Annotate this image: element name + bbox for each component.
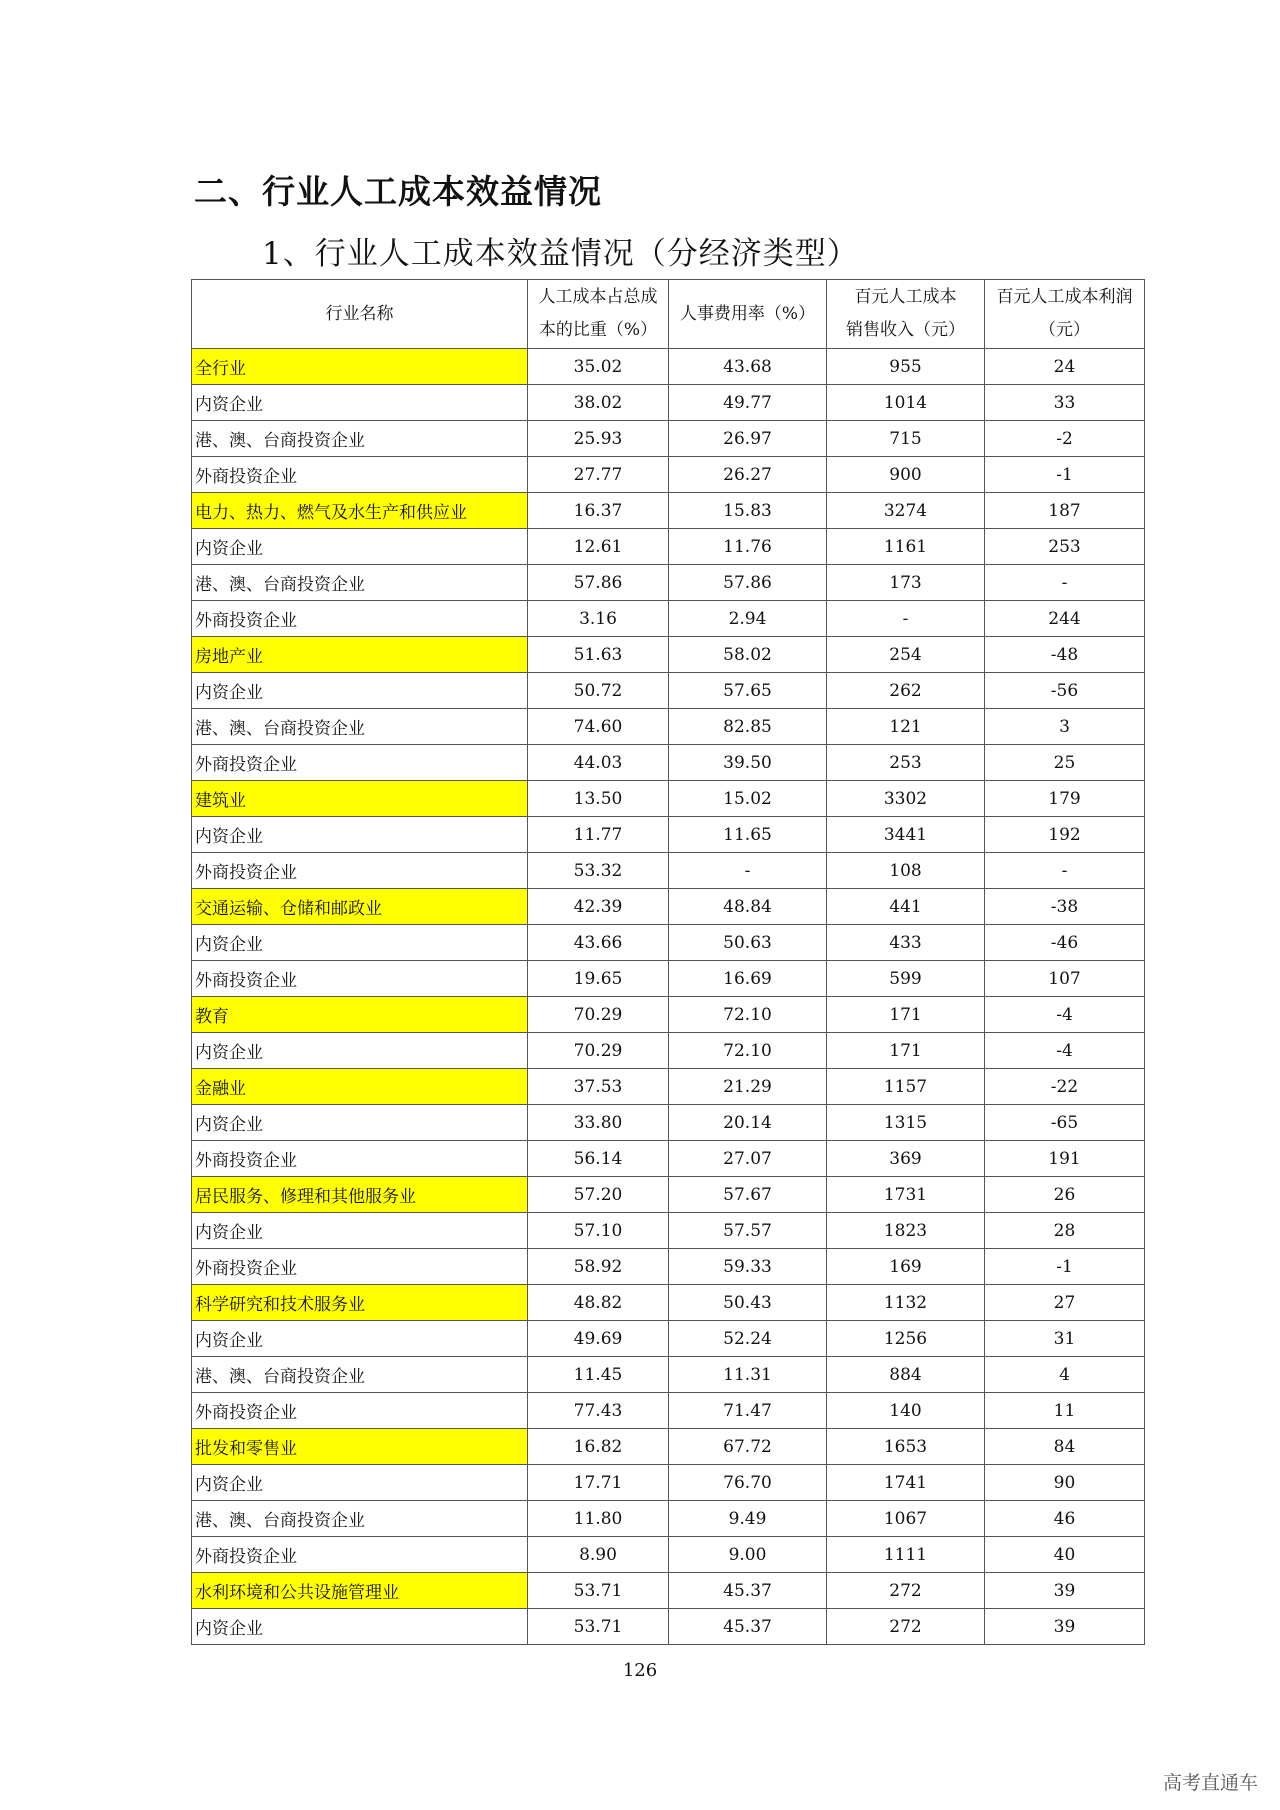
- industry-row: [192, 997, 1145, 1033]
- personnel-rate-cell: 15.02: [669, 781, 827, 817]
- cost-share-cell: 35.02: [528, 349, 669, 385]
- personnel-rate-cell: 26.27: [669, 457, 827, 493]
- sales-per-100-cell: 272: [827, 1573, 985, 1609]
- cost-share-cell: 37.53: [528, 1069, 669, 1105]
- sub-row: [192, 1033, 1145, 1069]
- personnel-rate-cell: 72.10: [669, 997, 827, 1033]
- header-line: （元）: [1039, 320, 1090, 340]
- profit-per-100-cell: -56: [985, 673, 1145, 709]
- personnel-rate-cell: 26.97: [669, 421, 827, 457]
- industry-name-cell: 港、澳、台商投资企业: [192, 709, 528, 745]
- sub-row: [192, 1537, 1145, 1573]
- profit-per-100-cell: 31: [985, 1321, 1145, 1357]
- industry-name-cell: 内资企业: [192, 1465, 528, 1501]
- profit-per-100-cell: 33: [985, 385, 1145, 421]
- header-line: 销售收入（元）: [846, 320, 965, 340]
- industry-name-cell: 建筑业: [192, 781, 528, 817]
- personnel-rate-cell: 72.10: [669, 1033, 827, 1069]
- profit-per-100-cell: 24: [985, 349, 1145, 385]
- personnel-rate-cell: 15.83: [669, 493, 827, 529]
- profit-per-100-cell: 39: [985, 1609, 1145, 1645]
- cost-share-cell: 51.63: [528, 637, 669, 673]
- cost-share-cell: 11.80: [528, 1501, 669, 1537]
- profit-per-100-cell: -: [985, 853, 1145, 889]
- personnel-rate-cell: 27.07: [669, 1141, 827, 1177]
- sub-row: [192, 1213, 1145, 1249]
- sales-per-100-cell: 599: [827, 961, 985, 997]
- cost-share-cell: 53.71: [528, 1609, 669, 1645]
- header-profit-per-100: [985, 280, 1145, 349]
- sub-row: [192, 421, 1145, 457]
- sales-per-100-cell: 1653: [827, 1429, 985, 1465]
- sub-row: [192, 925, 1145, 961]
- sub-row: [192, 817, 1145, 853]
- sales-per-100-cell: 1014: [827, 385, 985, 421]
- section-heading: 二、行业人工成本效益情况: [194, 172, 602, 211]
- industry-name-cell: 内资企业: [192, 385, 528, 421]
- industry-row: [192, 781, 1145, 817]
- personnel-rate-cell: 67.72: [669, 1429, 827, 1465]
- profit-per-100-cell: 11: [985, 1393, 1145, 1429]
- industry-name-cell: 内资企业: [192, 1321, 528, 1357]
- profit-per-100-cell: 244: [985, 601, 1145, 637]
- profit-per-100-cell: 192: [985, 817, 1145, 853]
- personnel-rate-cell: 9.49: [669, 1501, 827, 1537]
- industry-name-cell: 内资企业: [192, 673, 528, 709]
- table-header-row: [192, 280, 1145, 349]
- cost-share-cell: 48.82: [528, 1285, 669, 1321]
- sub-row: [192, 1357, 1145, 1393]
- industry-name-cell: 外商投资企业: [192, 457, 528, 493]
- header-line: 人事费用率（%）: [679, 303, 816, 324]
- sales-per-100-cell: 272: [827, 1609, 985, 1645]
- cost-share-cell: 16.82: [528, 1429, 669, 1465]
- cost-share-cell: 25.93: [528, 421, 669, 457]
- profit-per-100-cell: 3: [985, 709, 1145, 745]
- sales-per-100-cell: 121: [827, 709, 985, 745]
- industry-name-cell: 教育: [192, 997, 528, 1033]
- cost-share-cell: 49.69: [528, 1321, 669, 1357]
- header-line: 本的比重（%）: [538, 320, 658, 340]
- sales-per-100-cell: 3441: [827, 817, 985, 853]
- cost-share-cell: 38.02: [528, 385, 669, 421]
- sales-per-100-cell: -: [827, 601, 985, 637]
- industry-row: [192, 889, 1145, 925]
- industry-name-cell: 港、澳、台商投资企业: [192, 1357, 528, 1393]
- profit-per-100-cell: 25: [985, 745, 1145, 781]
- industry-name-cell: 港、澳、台商投资企业: [192, 1501, 528, 1537]
- profit-per-100-cell: 90: [985, 1465, 1145, 1501]
- industry-name-cell: 内资企业: [192, 1033, 528, 1069]
- sales-per-100-cell: 900: [827, 457, 985, 493]
- profit-per-100-cell: 191: [985, 1141, 1145, 1177]
- industry-name-cell: 房地产业: [192, 637, 528, 673]
- personnel-rate-cell: 76.70: [669, 1465, 827, 1501]
- cost-share-cell: 16.37: [528, 493, 669, 529]
- sales-per-100-cell: 171: [827, 1033, 985, 1069]
- industry-name-cell: 水利环境和公共设施管理业: [192, 1573, 528, 1609]
- header-industry-name: [192, 280, 528, 349]
- profit-per-100-cell: 27: [985, 1285, 1145, 1321]
- industry-name-cell: 居民服务、修理和其他服务业: [192, 1177, 528, 1213]
- sales-per-100-cell: 369: [827, 1141, 985, 1177]
- industry-name-cell: 内资企业: [192, 529, 528, 565]
- personnel-rate-cell: 11.31: [669, 1357, 827, 1393]
- sales-per-100-cell: 140: [827, 1393, 985, 1429]
- industry-row: [192, 1177, 1145, 1213]
- cost-share-cell: 77.43: [528, 1393, 669, 1429]
- industry-name-cell: 外商投资企业: [192, 601, 528, 637]
- industry-row: [192, 637, 1145, 673]
- table-body: [192, 349, 1145, 1645]
- cost-share-cell: 57.20: [528, 1177, 669, 1213]
- personnel-rate-cell: 50.43: [669, 1285, 827, 1321]
- industry-name-cell: 外商投资企业: [192, 1393, 528, 1429]
- profit-per-100-cell: 46: [985, 1501, 1145, 1537]
- sub-row: [192, 1609, 1145, 1645]
- industry-name-cell: 港、澳、台商投资企业: [192, 421, 528, 457]
- cost-share-cell: 70.29: [528, 997, 669, 1033]
- sales-per-100-cell: 1315: [827, 1105, 985, 1141]
- sales-per-100-cell: 715: [827, 421, 985, 457]
- cost-share-cell: 44.03: [528, 745, 669, 781]
- header-line: 行业名称: [325, 303, 394, 324]
- sales-per-100-cell: 3274: [827, 493, 985, 529]
- personnel-rate-cell: 11.65: [669, 817, 827, 853]
- header-line: 百元人工成本: [854, 287, 957, 307]
- profit-per-100-cell: 4: [985, 1357, 1145, 1393]
- industry-name-cell: 外商投资企业: [192, 853, 528, 889]
- cost-share-cell: 53.71: [528, 1573, 669, 1609]
- industry-name-cell: 外商投资企业: [192, 1141, 528, 1177]
- cost-share-cell: 19.65: [528, 961, 669, 997]
- industry-name-cell: 内资企业: [192, 925, 528, 961]
- table-title: 1、行业人工成本效益情况（分经济类型）: [262, 236, 859, 272]
- industry-name-cell: 内资企业: [192, 1213, 528, 1249]
- sub-row: [192, 1141, 1145, 1177]
- sub-row: [192, 457, 1145, 493]
- profit-per-100-cell: -65: [985, 1105, 1145, 1141]
- profit-per-100-cell: -4: [985, 997, 1145, 1033]
- sub-row: [192, 1249, 1145, 1285]
- sales-per-100-cell: 3302: [827, 781, 985, 817]
- sales-per-100-cell: 433: [827, 925, 985, 961]
- industry-name-cell: 内资企业: [192, 817, 528, 853]
- cost-share-cell: 70.29: [528, 1033, 669, 1069]
- profit-per-100-cell: -48: [985, 637, 1145, 673]
- industry-name-cell: 交通运输、仓储和邮政业: [192, 889, 528, 925]
- cost-share-cell: 74.60: [528, 709, 669, 745]
- industry-name-cell: 外商投资企业: [192, 961, 528, 997]
- profit-per-100-cell: -: [985, 565, 1145, 601]
- header-personnel-rate: [669, 280, 827, 349]
- personnel-rate-cell: 21.29: [669, 1069, 827, 1105]
- profit-per-100-cell: 107: [985, 961, 1145, 997]
- cost-share-cell: 3.16: [528, 601, 669, 637]
- profit-per-100-cell: 84: [985, 1429, 1145, 1465]
- personnel-rate-cell: -: [669, 853, 827, 889]
- profit-per-100-cell: -4: [985, 1033, 1145, 1069]
- cost-share-cell: 33.80: [528, 1105, 669, 1141]
- personnel-rate-cell: 57.67: [669, 1177, 827, 1213]
- cost-share-cell: 56.14: [528, 1141, 669, 1177]
- sales-per-100-cell: 1161: [827, 529, 985, 565]
- industry-name-cell: 批发和零售业: [192, 1429, 528, 1465]
- header-sales-per-100: [827, 280, 985, 349]
- profit-per-100-cell: -22: [985, 1069, 1145, 1105]
- profit-per-100-cell: 253: [985, 529, 1145, 565]
- sub-row: [192, 709, 1145, 745]
- industry-name-cell: 内资企业: [192, 1609, 528, 1645]
- sales-per-100-cell: 254: [827, 637, 985, 673]
- header-line: 人工成本占总成: [538, 287, 658, 307]
- personnel-rate-cell: 58.02: [669, 637, 827, 673]
- industry-row: [192, 1573, 1145, 1609]
- cost-share-cell: 12.61: [528, 529, 669, 565]
- personnel-rate-cell: 59.33: [669, 1249, 827, 1285]
- industry-name-cell: 电力、热力、燃气及水生产和供应业: [192, 493, 528, 529]
- industry-name-cell: 外商投资企业: [192, 1249, 528, 1285]
- cost-share-cell: 43.66: [528, 925, 669, 961]
- cost-share-cell: 58.92: [528, 1249, 669, 1285]
- sales-per-100-cell: 1741: [827, 1465, 985, 1501]
- profit-per-100-cell: -38: [985, 889, 1145, 925]
- personnel-rate-cell: 9.00: [669, 1537, 827, 1573]
- sales-per-100-cell: 173: [827, 565, 985, 601]
- personnel-rate-cell: 2.94: [669, 601, 827, 637]
- industry-name-cell: 外商投资企业: [192, 1537, 528, 1573]
- sales-per-100-cell: 1067: [827, 1501, 985, 1537]
- sales-per-100-cell: 169: [827, 1249, 985, 1285]
- personnel-rate-cell: 20.14: [669, 1105, 827, 1141]
- cost-share-cell: 17.71: [528, 1465, 669, 1501]
- sales-per-100-cell: 955: [827, 349, 985, 385]
- personnel-rate-cell: 52.24: [669, 1321, 827, 1357]
- industry-row: [192, 1069, 1145, 1105]
- sales-per-100-cell: 1157: [827, 1069, 985, 1105]
- cost-share-cell: 57.10: [528, 1213, 669, 1249]
- personnel-rate-cell: 50.63: [669, 925, 827, 961]
- personnel-rate-cell: 71.47: [669, 1393, 827, 1429]
- sub-row: [192, 601, 1145, 637]
- profit-per-100-cell: 39: [985, 1573, 1145, 1609]
- personnel-rate-cell: 43.68: [669, 349, 827, 385]
- personnel-rate-cell: 57.65: [669, 673, 827, 709]
- watermark-logo: 高考直通车: [1162, 1772, 1258, 1794]
- sales-per-100-cell: 441: [827, 889, 985, 925]
- personnel-rate-cell: 82.85: [669, 709, 827, 745]
- cost-share-cell: 50.72: [528, 673, 669, 709]
- personnel-rate-cell: 39.50: [669, 745, 827, 781]
- sales-per-100-cell: 1823: [827, 1213, 985, 1249]
- sub-row: [192, 1393, 1145, 1429]
- profit-per-100-cell: -1: [985, 1249, 1145, 1285]
- cost-share-cell: 11.45: [528, 1357, 669, 1393]
- sales-per-100-cell: 1132: [827, 1285, 985, 1321]
- sub-row: [192, 1465, 1145, 1501]
- industry-name-cell: 港、澳、台商投资企业: [192, 565, 528, 601]
- sub-row: [192, 1105, 1145, 1141]
- personnel-rate-cell: 45.37: [669, 1573, 827, 1609]
- cost-share-cell: 11.77: [528, 817, 669, 853]
- sub-row: [192, 565, 1145, 601]
- cost-share-cell: 27.77: [528, 457, 669, 493]
- personnel-rate-cell: 11.76: [669, 529, 827, 565]
- industry-name-cell: 内资企业: [192, 1105, 528, 1141]
- cost-share-cell: 8.90: [528, 1537, 669, 1573]
- header-line: 百元人工成本利润: [996, 287, 1133, 307]
- profit-per-100-cell: 26: [985, 1177, 1145, 1213]
- sales-per-100-cell: 1111: [827, 1537, 985, 1573]
- industry-row: [192, 1285, 1145, 1321]
- personnel-rate-cell: 45.37: [669, 1609, 827, 1645]
- sub-row: [192, 529, 1145, 565]
- sub-row: [192, 1501, 1145, 1537]
- sub-row: [192, 1321, 1145, 1357]
- industry-row: [192, 493, 1145, 529]
- personnel-rate-cell: 57.57: [669, 1213, 827, 1249]
- profit-per-100-cell: 40: [985, 1537, 1145, 1573]
- cost-share-cell: 13.50: [528, 781, 669, 817]
- sales-per-100-cell: 253: [827, 745, 985, 781]
- industry-row: [192, 1429, 1145, 1465]
- personnel-rate-cell: 48.84: [669, 889, 827, 925]
- cost-share-cell: 57.86: [528, 565, 669, 601]
- profit-per-100-cell: -2: [985, 421, 1145, 457]
- sales-per-100-cell: 171: [827, 997, 985, 1033]
- labor-cost-table: [191, 279, 1145, 1645]
- profit-per-100-cell: 179: [985, 781, 1145, 817]
- page-number: 126: [622, 1660, 658, 1681]
- cost-share-cell: 42.39: [528, 889, 669, 925]
- industry-name-cell: 金融业: [192, 1069, 528, 1105]
- industry-row: [192, 349, 1145, 385]
- personnel-rate-cell: 49.77: [669, 385, 827, 421]
- profit-per-100-cell: -46: [985, 925, 1145, 961]
- industry-name-cell: 外商投资企业: [192, 745, 528, 781]
- sales-per-100-cell: 884: [827, 1357, 985, 1393]
- profit-per-100-cell: -1: [985, 457, 1145, 493]
- sub-row: [192, 961, 1145, 997]
- sub-row: [192, 745, 1145, 781]
- personnel-rate-cell: 16.69: [669, 961, 827, 997]
- profit-per-100-cell: 187: [985, 493, 1145, 529]
- sales-per-100-cell: 262: [827, 673, 985, 709]
- personnel-rate-cell: 57.86: [669, 565, 827, 601]
- header-cost-share: [528, 280, 669, 349]
- cost-share-cell: 53.32: [528, 853, 669, 889]
- sub-row: [192, 385, 1145, 421]
- industry-name-cell: 全行业: [192, 349, 528, 385]
- sales-per-100-cell: 108: [827, 853, 985, 889]
- industry-name-cell: 科学研究和技术服务业: [192, 1285, 528, 1321]
- sub-row: [192, 853, 1145, 889]
- profit-per-100-cell: 28: [985, 1213, 1145, 1249]
- sales-per-100-cell: 1731: [827, 1177, 985, 1213]
- sales-per-100-cell: 1256: [827, 1321, 985, 1357]
- sub-row: [192, 673, 1145, 709]
